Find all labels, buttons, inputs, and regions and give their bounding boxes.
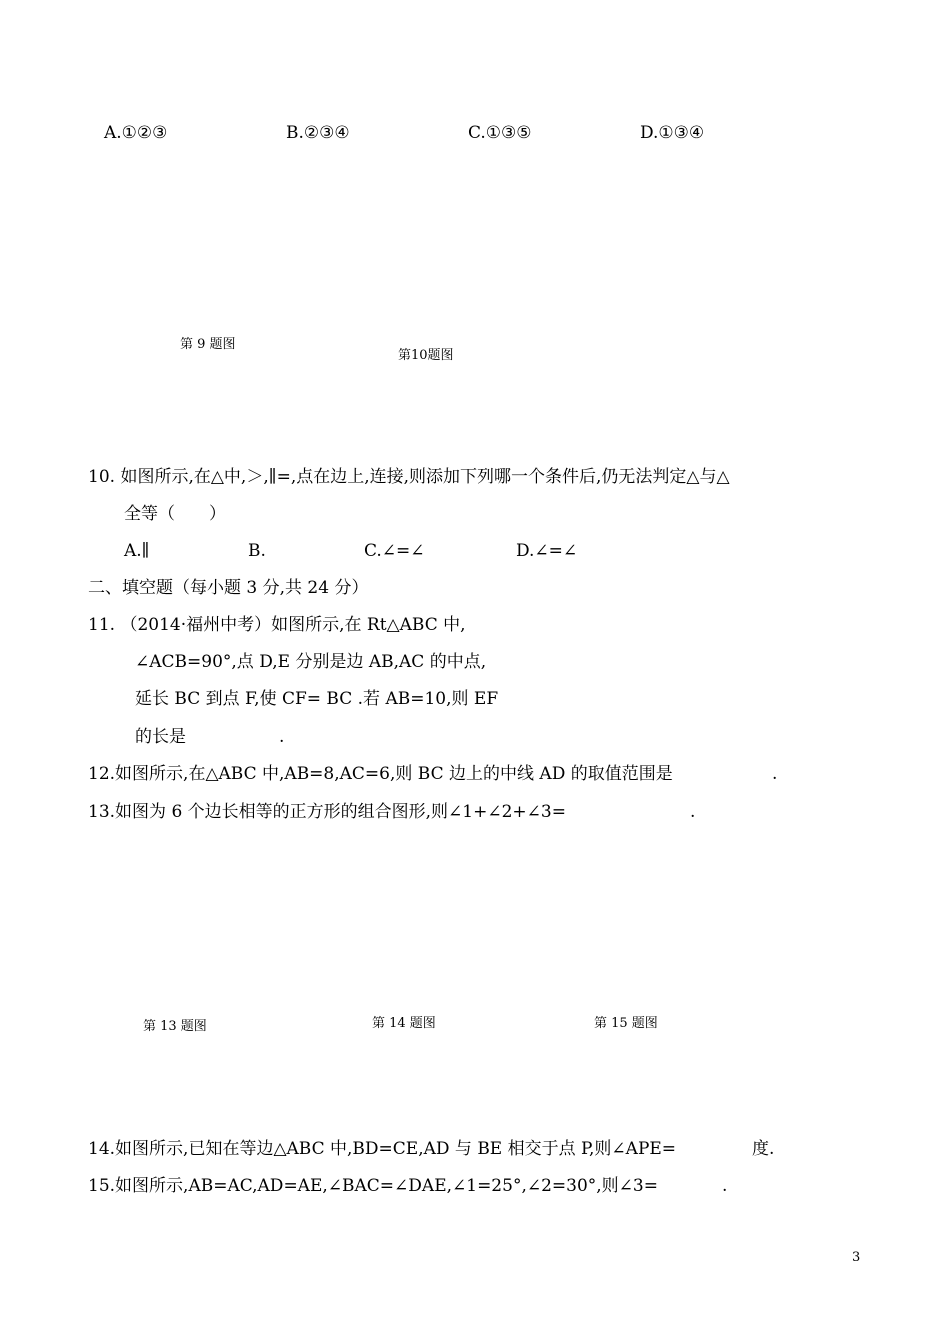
question-10-line-2: 全等（ ） (124, 504, 226, 524)
question-14: 14.如图所示,已知在等边△ABC 中,BD=CE,AD 与 BE 相交于点 P,则∠APE= (88, 1139, 677, 1159)
figure-14-caption: 第 14 题图 (372, 1016, 436, 1031)
q9-option-a: A.①②③ (104, 123, 168, 143)
q10-option-d: D.∠=∠ (516, 541, 578, 561)
q10-option-a: A.∥ (124, 541, 150, 561)
q9-option-b: B.②③④ (286, 123, 350, 143)
question-12: 12.如图所示,在△ABC 中,AB=8,AC=6,则 BC 边上的中线 AD 的取值范围是 (88, 764, 673, 784)
question-11-line-4: 的长是 (135, 727, 186, 747)
page-number: 3 (852, 1250, 861, 1265)
question-11-line-1: 11. （2014·福州中考）如图所示,在 Rt△ABC 中, (88, 615, 466, 635)
question-11-line-2: ∠ACB=90°,点 D,E 分别是边 AB,AC 的中点, (135, 652, 487, 672)
question-14-end: 度. (752, 1139, 775, 1159)
figure-10-caption: 第10题图 (398, 348, 454, 363)
question-10-line-1: 10. 如图所示,在△中,＞,∥=,点在边上,连接,则添加下列哪一个条件后,仍无法判定△与△ (88, 467, 730, 487)
question-15-period: . (722, 1176, 728, 1196)
question-11-period: . (279, 727, 285, 747)
question-13: 13.如图为 6 个边长相等的正方形的组合图形,则∠1+∠2+∠3= (88, 802, 566, 822)
question-15: 15.如图所示,AB=AC,AD=AE,∠BAC=∠DAE,∠1=25°,∠2=30°,则∠3= (88, 1176, 658, 1196)
section-2-heading: 二、填空题（每小题 3 分,共 24 分） (88, 578, 369, 598)
figure-15-caption: 第 15 题图 (594, 1016, 658, 1031)
question-11-line-3: 延长 BC 到点 F,使 CF= BC .若 AB=10,则 EF (135, 689, 499, 709)
q9-option-d: D.①③④ (640, 123, 705, 143)
question-13-period: . (690, 802, 696, 822)
figure-9-caption: 第 9 题图 (180, 337, 236, 352)
figure-13-caption: 第 13 题图 (143, 1019, 207, 1034)
q9-option-c: C.①③⑤ (468, 123, 532, 143)
q10-option-b: B. (248, 541, 266, 561)
question-12-period: . (772, 764, 778, 784)
q10-option-c: C.∠=∠ (364, 541, 425, 561)
